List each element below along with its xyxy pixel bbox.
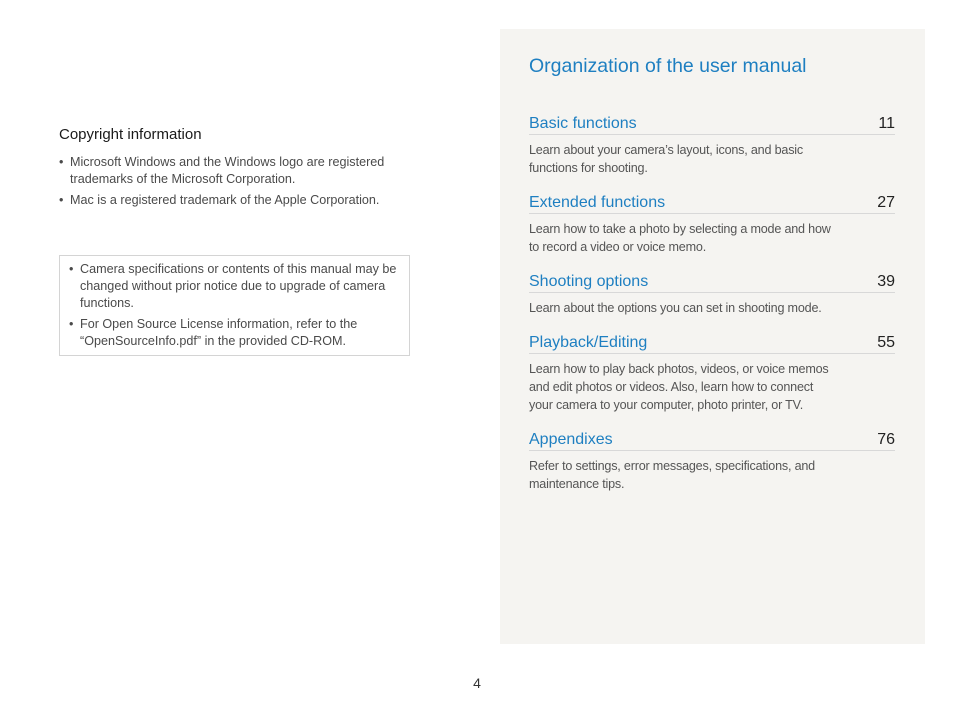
toc-entry-page: 39 [877,273,895,290]
copyright-item: • Mac is a registered trademark of the Apple Corporation. [59,192,419,209]
notice-list [69,261,399,350]
toc-entry-header [529,334,895,354]
page-number: 4 [473,675,481,691]
toc-entry-page: 76 [877,431,895,448]
notice-item: • For Open Source License information, refer to the “OpenSourceInfo.pdf” in the provided CD-ROM. [69,316,399,350]
toc-entry-header [529,194,895,214]
copyright-item: • Microsoft Windows and the Windows logo are registered trademarks of the Microsoft Corporation. [59,154,419,188]
toc-entry-link[interactable]: Extended functions [529,194,666,211]
toc-list [529,115,895,510]
notice-box [59,255,410,356]
toc-entry-link[interactable]: Appendixes [529,431,613,448]
notice-item: • Camera specifications or contents of this manual may be changed without prior notice due to upgrade of camera functions. [69,261,399,312]
toc-entry-header [529,115,895,135]
toc-entry-link[interactable]: Shooting options [529,273,649,290]
toc-entry-description: Learn how to play back photos, videos, or voice memos and edit photos or videos. Also, learn how to connect your camera to your computer, photo printer, or TV. [529,362,829,412]
toc-entry-description: Learn about the options you can set in shooting mode. [529,301,822,315]
toc-entry-description: Learn about your camera’s layout, icons, and basic functions for shooting. [529,143,803,175]
toc-panel [500,29,925,644]
toc-title: Organization of the user manual [529,55,807,77]
toc-entry-extended-functions [529,194,895,256]
toc-entry-description: Learn how to take a photo by selecting a mode and how to record a video or voice memo. [529,222,831,254]
toc-entry-shooting-options [529,273,895,317]
toc-entry-page: 55 [877,334,895,351]
copyright-heading: Copyright information [59,126,202,143]
toc-entry-header [529,431,895,451]
toc-entry-description: Refer to settings, error messages, specifications, and maintenance tips. [529,459,815,491]
toc-entry-page: 11 [878,115,895,132]
toc-entry-appendixes [529,431,895,493]
toc-entry-link[interactable]: Playback/Editing [529,334,648,351]
toc-entry-page: 27 [877,194,895,211]
copyright-list [59,154,419,209]
toc-entry-playback-editing [529,334,895,414]
toc-entry-header [529,273,895,293]
toc-entry-link[interactable]: Basic functions [529,115,637,132]
toc-entry-basic-functions [529,115,895,177]
